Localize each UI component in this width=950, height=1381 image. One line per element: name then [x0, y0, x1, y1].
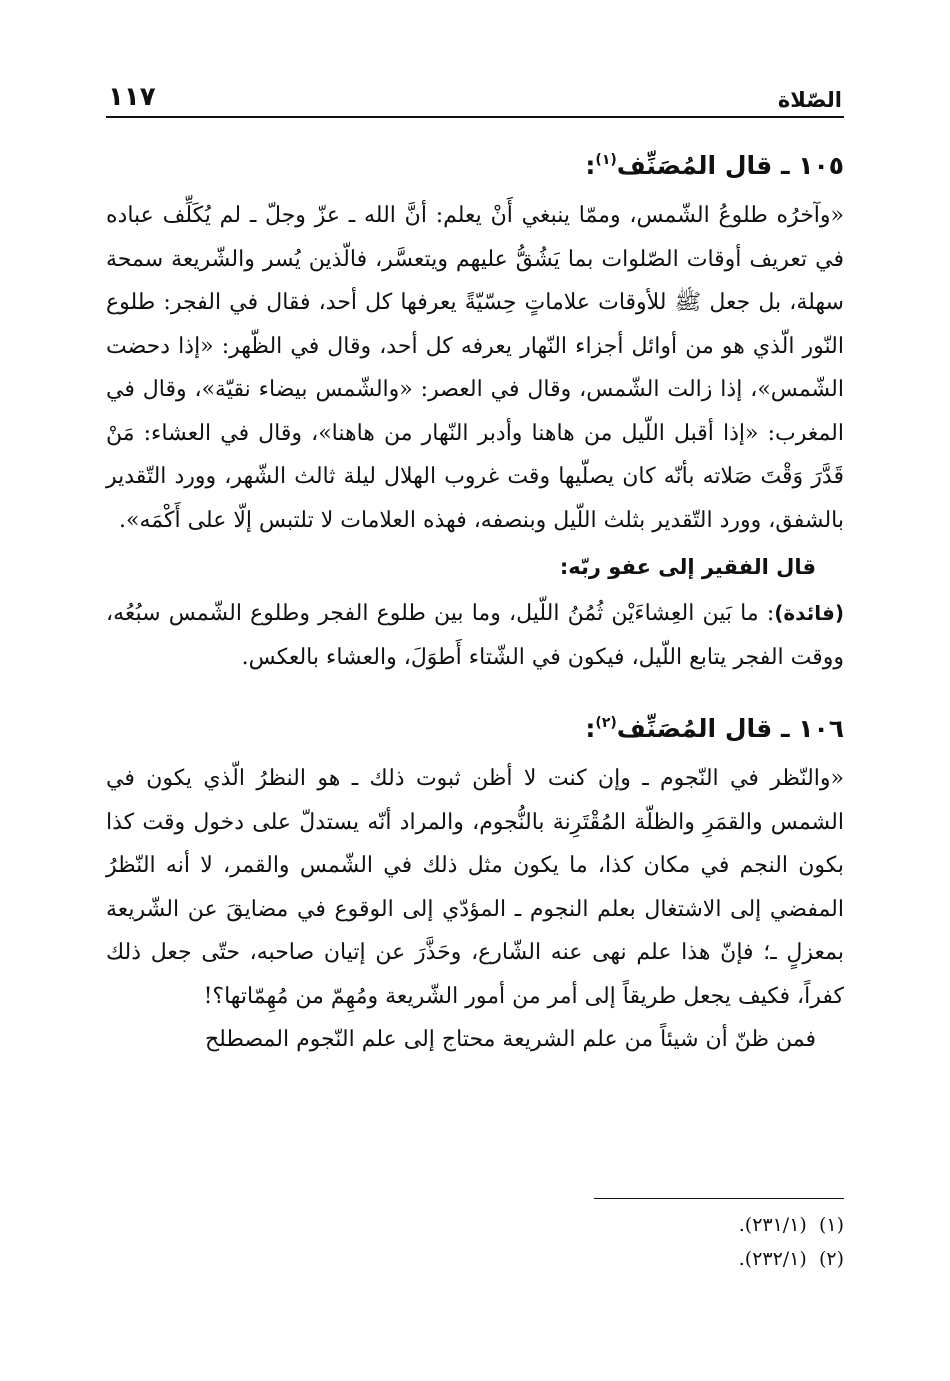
- heading-text: ١٠٥ ـ قال المُصَنِّف: [616, 151, 844, 180]
- benefit-paragraph: [106, 592, 844, 679]
- footnote-text: (٢٣٢/١).: [738, 1248, 807, 1270]
- heading-colon: :: [585, 151, 596, 180]
- heading-colon: :: [585, 714, 596, 743]
- footnote-ref-1[interactable]: (١): [595, 152, 617, 168]
- section-heading-105: [106, 136, 844, 190]
- footnote-rule: [594, 1198, 844, 1199]
- footnote-number: (٢): [818, 1248, 844, 1270]
- header-rule: [106, 116, 844, 118]
- footnote-item: [106, 1208, 844, 1242]
- benefit-text: : ما بَين العِشاءَيْن ثُمُنُ اللّيل، وما بين طلوع الفجر وطلوع الشّمس سبُعُه، ووقت الفجر يتابع اللّيل، فيكون في الشّتاء أَطوَلَ، والعشاء بالعكس.: [106, 601, 844, 670]
- footnote-ref-2[interactable]: (٢): [595, 715, 617, 731]
- running-title: الصّلاة: [777, 88, 842, 112]
- benefit-label: (فائدة): [774, 601, 844, 625]
- footnote-number: (١): [818, 1214, 844, 1236]
- footnote-item: [106, 1242, 844, 1276]
- page-header: [108, 68, 842, 112]
- quote-paragraph-106: «والنّظر في النّجوم ـ وإن كنت لا أظن ثبوت ذلك ـ هو النظرُ الّذي يكون في الشمس والقمَرِ والظلّة المُقْتَرِنة بالنُّجوم، والمراد أنّه يستدلّ على دخول وقت كذا بكون النجم في مكان كذا، ما يكون مثل ذلك في الشّمس والقمر، لا أنه النّظرُ المفضي إلى الاشتغال بعلم النجوم ـ المؤدّي إلى الوقوع في مضايقَ عن الشّريعة بمعزلٍ ـ؛ فإنّ هذا علم نهى عنه الشّارع، وحَذَّرَ عن إتيان صاحبه، حتّى جعل ذلك كفراً، فكيف يجعل طريقاً إلى أمر من أمور الشّريعة ومُهِمّ من مُهِمّاتها؟!: [106, 766, 844, 1009]
- closing-paragraph: فمن ظنّ أن شيئاً من علم الشريعة محتاج إلى علم النّجوم المصطلح: [204, 1027, 816, 1052]
- spacer: [106, 679, 844, 693]
- section-heading-106: [106, 699, 844, 753]
- footnote-text: (٢٣١/١).: [738, 1214, 807, 1236]
- author-subheading: قال الفقير إلى عفو ربّه:: [559, 555, 816, 579]
- quote-paragraph-105: «وآخرُه طلوعُ الشّمس، وممّا ينبغي أَنْ يعلم: أنَّ الله ـ عزّ وجلّ ـ لم يُكَلِّف عباده في تعريف أوقات الصّلوات بما يَشُقُّ عليهم ويتعسَّر، فالّذين يُسر والشّريعة سمحة سهلة، بل جعل ﷺ للأوقات علاماتٍ حِسّيّةً يعرفها كل أحد، فقال في الفجر: طلوع النّور الّذي هو من أوائل أجزاء النّهار يعرفه كل أحد، وقال في الظّهر: «إذا دحضت الشّمس»، إذا زالت الشّمس، وقال في العصر: «والشّمس بيضاء نقيّة»، وقال في المغرب: «إذا أقبل اللّيل من هاهنا وأدبر النّهار من هاهنا»، وقال في العشاء: مَنْ قَدَّرَ وَقْتَ صَلاته بأنّه كان يصلّيها وقت غروب الهلال ليلة ثالث الشّهر، وورد التّقدير بالشفق، وورد التّقدير بثلث اللّيل وبنصفه، فهذه العلامات لا تلتبس إلّا على أَكْمَه».: [106, 203, 844, 533]
- main-text: [106, 130, 844, 1062]
- footnotes: [106, 1208, 844, 1276]
- heading-text: ١٠٦ ـ قال المُصَنِّف: [616, 714, 844, 743]
- page-number: ١١٧: [108, 82, 156, 112]
